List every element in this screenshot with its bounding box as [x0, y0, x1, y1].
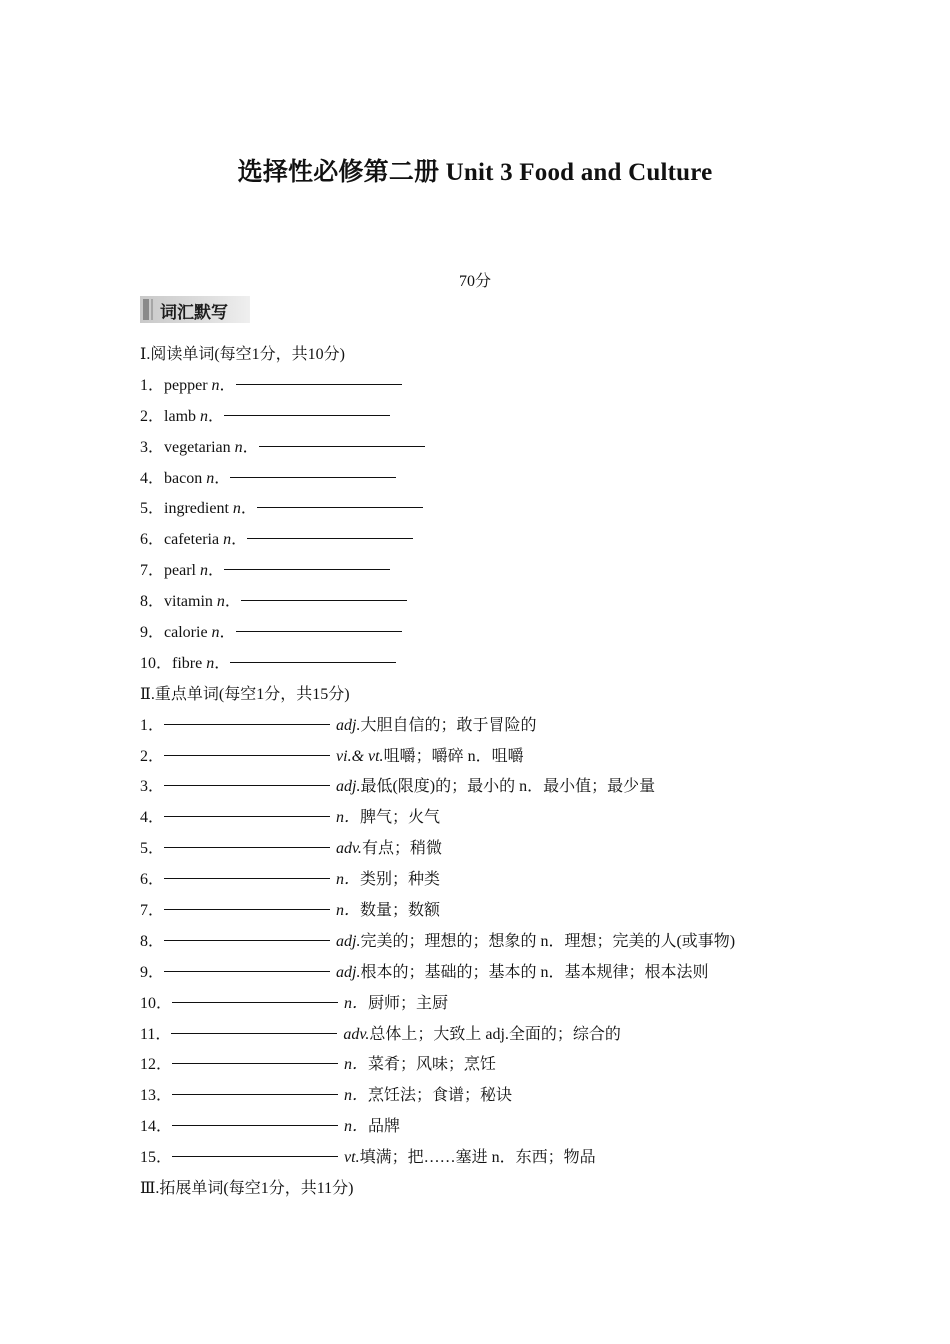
- item-pos: n．: [344, 994, 369, 1012]
- vocab-item: [140, 494, 820, 525]
- part1-header: Ⅰ.阅读单词(每空1分，共10分): [140, 346, 345, 363]
- page-title: 选择性必修第二册 Unit 3 Food and Culture: [237, 159, 713, 186]
- vocab-item: [140, 1143, 820, 1174]
- item-word: fibre: [172, 654, 203, 672]
- tab-bar-decoration: [143, 299, 149, 320]
- answer-blank[interactable]: [171, 1032, 337, 1034]
- item-pos: n．: [344, 1087, 369, 1105]
- item-number: 7．: [140, 902, 165, 920]
- vocab-item: [140, 618, 820, 649]
- answer-blank[interactable]: [172, 1062, 338, 1064]
- item-pos: n．: [344, 1118, 369, 1136]
- answer-blank[interactable]: [164, 815, 330, 817]
- answer-blank[interactable]: [164, 939, 330, 941]
- item-pos: n．: [344, 1056, 369, 1074]
- vocab-item: [140, 402, 820, 433]
- answer-blank[interactable]: [164, 784, 330, 786]
- vocab-item: [140, 989, 820, 1020]
- exercise-content: [140, 340, 820, 1205]
- item-pos: n: [223, 531, 232, 549]
- answer-blank[interactable]: [236, 630, 402, 632]
- item-pos: n: [234, 438, 243, 456]
- answer-blank[interactable]: [172, 1093, 338, 1095]
- item-number: 3．: [140, 438, 165, 456]
- part2-list: [140, 711, 820, 1174]
- item-pos: n: [232, 500, 241, 518]
- item-dot: ．: [214, 469, 231, 487]
- item-number: 7．: [140, 562, 165, 580]
- item-pos: n: [216, 593, 225, 611]
- item-dot: ．: [240, 500, 257, 518]
- item-word: ingredient: [164, 500, 229, 518]
- answer-blank[interactable]: [164, 754, 330, 756]
- vocab-item: [140, 525, 820, 556]
- item-meaning: 总体上；大致上 adj.全面的；综合的: [369, 1025, 621, 1043]
- item-number: 6．: [140, 871, 165, 889]
- vocab-item: [140, 803, 820, 834]
- part2-header: Ⅱ.重点单词(每空1分，共15分): [140, 685, 350, 703]
- vocab-item: [140, 587, 820, 618]
- item-pos: n．: [336, 902, 361, 920]
- answer-blank[interactable]: [164, 877, 330, 879]
- item-dot: ．: [219, 376, 236, 394]
- vocab-item: [140, 649, 820, 680]
- part1-list: [140, 371, 820, 680]
- item-number: 8．: [140, 593, 165, 611]
- vocab-item: [140, 1050, 820, 1081]
- item-word: vegetarian: [164, 438, 231, 456]
- item-number: 12．: [140, 1056, 173, 1074]
- item-pos: adj.: [336, 778, 361, 796]
- item-pos: n: [211, 624, 220, 642]
- item-meaning: 类别；种类: [360, 871, 441, 889]
- answer-blank[interactable]: [247, 537, 413, 539]
- item-pos: n．: [336, 809, 361, 827]
- item-meaning: 有点；稍微: [361, 840, 442, 858]
- item-meaning: 最低(限度)的；最小的 n．最小值；最少量: [360, 778, 656, 796]
- item-pos: adj.: [336, 963, 361, 981]
- vocab-item: [140, 1112, 820, 1143]
- item-pos: adj.: [336, 716, 361, 734]
- item-pos: n: [200, 562, 208, 580]
- vocab-item: [140, 958, 820, 989]
- vocab-item: [140, 865, 820, 896]
- tab-bar-decoration-thin: [151, 299, 153, 320]
- vocab-item: [140, 896, 820, 927]
- item-word: pearl: [164, 562, 196, 580]
- item-word: pepper: [164, 376, 208, 394]
- item-number: 1．: [140, 376, 165, 394]
- item-dot: ．: [219, 624, 236, 642]
- part3-header: Ⅲ.拓展单词(每空1分，共11分): [140, 1180, 354, 1198]
- answer-blank[interactable]: [224, 568, 390, 570]
- item-number: 5．: [140, 840, 165, 858]
- item-number: 6．: [140, 531, 165, 549]
- answer-blank[interactable]: [164, 970, 330, 972]
- answer-blank[interactable]: [164, 846, 330, 848]
- answer-blank[interactable]: [164, 908, 330, 910]
- item-number: 4．: [140, 809, 165, 827]
- item-meaning: 填满；把……塞进 n．东西；物品: [359, 1149, 596, 1167]
- total-score: 70分: [458, 273, 491, 290]
- item-number: 5．: [140, 500, 165, 518]
- item-dot: ．: [231, 531, 248, 549]
- item-dot: ．: [242, 438, 259, 456]
- item-meaning: 厨师；主厨: [368, 994, 449, 1012]
- item-meaning: 品牌: [368, 1118, 401, 1136]
- vocab-item: [140, 371, 820, 402]
- item-meaning: 数量；数额: [360, 902, 441, 920]
- item-word: vitamin: [164, 593, 213, 611]
- item-pos: n: [200, 407, 209, 425]
- vocab-item: [140, 433, 820, 464]
- item-number: 8．: [140, 932, 165, 950]
- item-meaning: 烹饪法；食谱；秘诀: [368, 1087, 513, 1105]
- item-pos: n: [211, 376, 220, 394]
- item-word: bacon: [164, 469, 203, 487]
- item-meaning: 大胆自信的；敢于冒险的: [360, 716, 537, 734]
- answer-blank[interactable]: [259, 445, 425, 447]
- section-tab-label: 词汇默写: [160, 303, 228, 323]
- item-meaning: 脾气；火气: [360, 809, 441, 827]
- item-word: lamb: [164, 407, 197, 425]
- item-pos: adj.: [336, 932, 361, 950]
- vocab-item: [140, 834, 820, 865]
- item-dot: ．: [208, 407, 225, 425]
- item-number: 2．: [140, 407, 165, 425]
- item-meaning: 完美的；理想的；想象的 n．理想；完美的人(或事物): [360, 932, 736, 950]
- item-number: 10．: [140, 994, 173, 1012]
- item-dot: ．: [208, 562, 225, 580]
- item-pos: n: [206, 469, 215, 487]
- answer-blank[interactable]: [236, 383, 402, 385]
- item-number: 1．: [140, 716, 165, 734]
- item-number: 14．: [140, 1118, 173, 1136]
- answer-blank[interactable]: [257, 506, 423, 508]
- item-dot: ．: [224, 593, 241, 611]
- answer-blank[interactable]: [241, 599, 407, 601]
- item-number: 11．: [140, 1025, 172, 1043]
- vocab-item: [140, 1020, 820, 1051]
- answer-blank[interactable]: [172, 1155, 338, 1157]
- item-dot: ．: [214, 654, 231, 672]
- answer-blank[interactable]: [172, 1001, 338, 1003]
- item-pos: vt.: [344, 1149, 360, 1167]
- item-number: 4．: [140, 469, 165, 487]
- answer-blank[interactable]: [230, 661, 396, 663]
- vocab-item: [140, 772, 820, 803]
- item-pos: vi.& vt.: [336, 747, 384, 765]
- vocab-item: [140, 464, 820, 495]
- item-pos: adv.: [336, 840, 362, 858]
- item-number: 13．: [140, 1087, 173, 1105]
- item-word: cafeteria: [164, 531, 220, 549]
- answer-blank[interactable]: [230, 476, 396, 478]
- vocab-item: [140, 927, 820, 958]
- answer-blank[interactable]: [172, 1124, 338, 1126]
- item-word: calorie: [164, 624, 208, 642]
- vocab-item: [140, 556, 820, 587]
- answer-blank[interactable]: [224, 414, 390, 416]
- vocab-item: [140, 711, 820, 742]
- vocab-item: [140, 742, 820, 773]
- item-number: 10．: [140, 654, 173, 672]
- item-pos: n: [206, 654, 215, 672]
- item-number: 2．: [140, 747, 165, 765]
- item-pos: adv.: [343, 1025, 370, 1043]
- item-pos: n．: [336, 871, 361, 889]
- item-number: 9．: [140, 624, 165, 642]
- item-meaning: 根本的；基础的；基本的 n．基本规律；根本法则: [360, 963, 709, 981]
- item-number: 9．: [140, 963, 165, 981]
- item-meaning: 咀嚼；嚼碎 n．咀嚼: [383, 747, 524, 765]
- item-meaning: 菜肴；风味；烹饪: [368, 1056, 497, 1074]
- section-tab: [140, 296, 250, 323]
- vocab-item: [140, 1081, 820, 1112]
- answer-blank[interactable]: [164, 723, 330, 725]
- item-number: 3．: [140, 778, 165, 796]
- item-number: 15．: [140, 1149, 173, 1167]
